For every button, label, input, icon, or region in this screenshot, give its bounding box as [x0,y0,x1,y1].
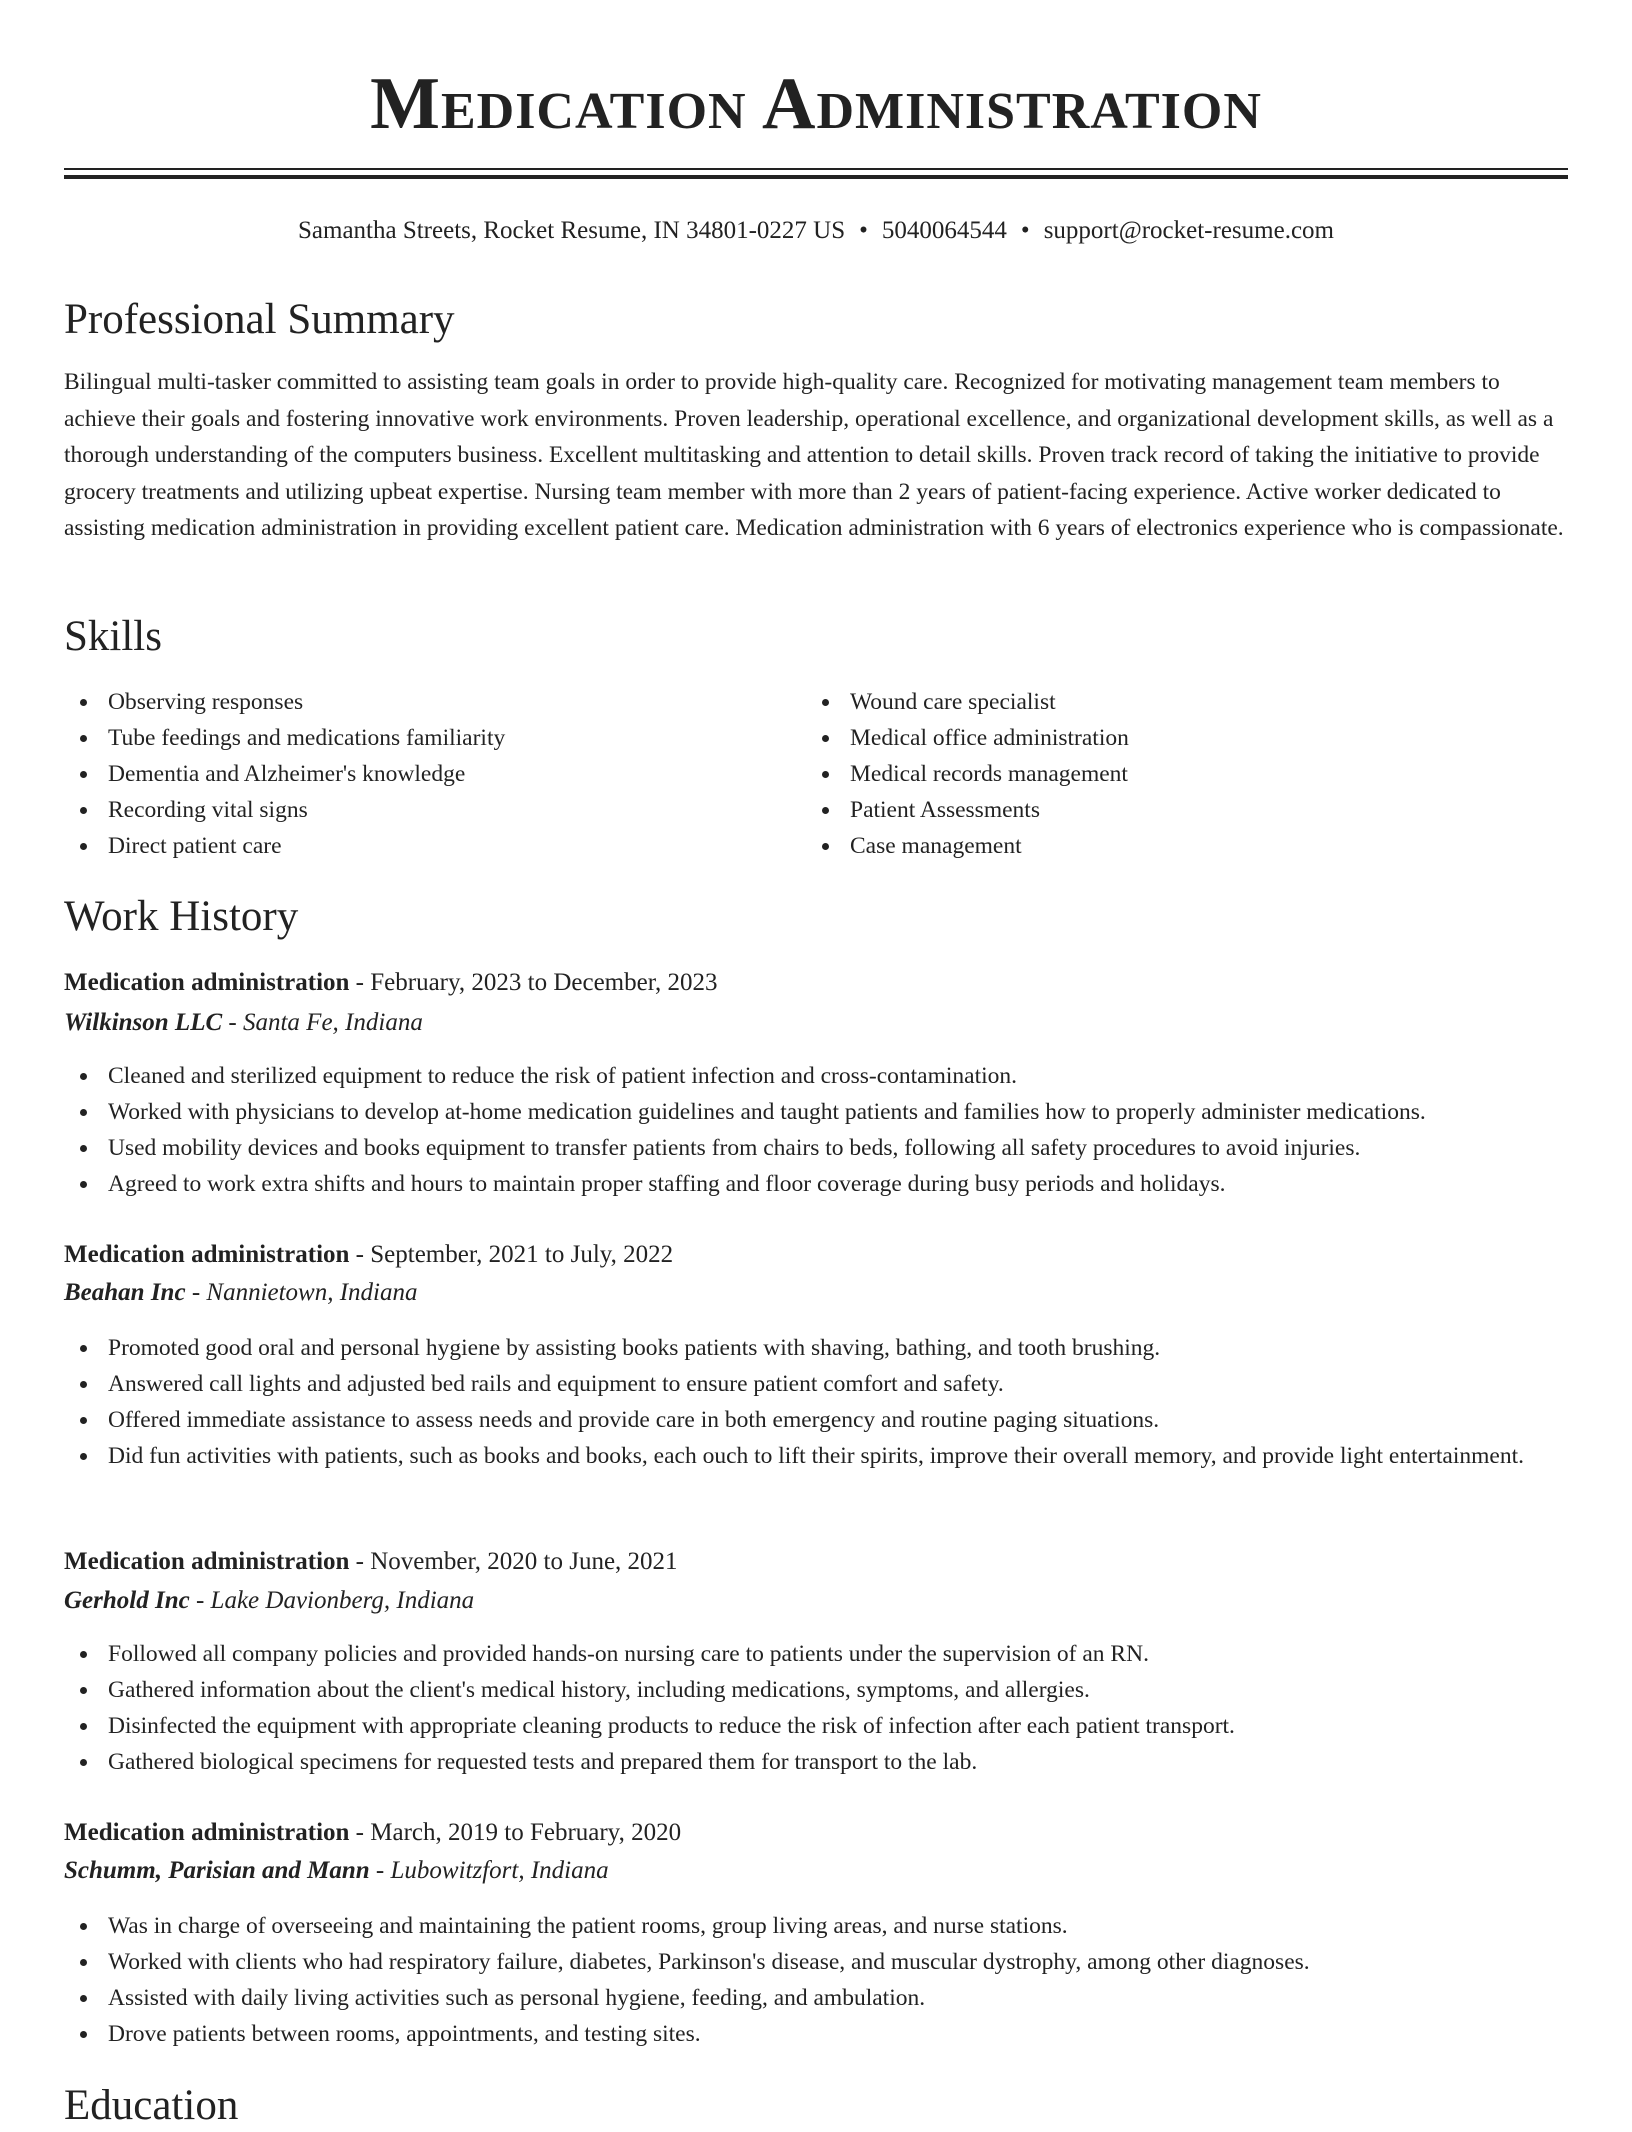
job-title-line [64,1238,673,1272]
skill-item: Case management [806,828,1506,864]
job-employer-line [64,1854,609,1888]
job-bullet: Did fun activities with patients, such as books and books, each ouch to lift their spirits, improve their overall memory, and provide light entertainment. [64,1438,1568,1474]
contact-phone: 5040064544 [881,217,1007,244]
skill-item: Tube feedings and medications familiarity [64,720,764,756]
skills-heading: Skills [64,613,162,660]
job-bullet: Gathered information about the client's medical history, including medications, symptoms, and allergies. [64,1672,1568,1708]
job-bullet: Drove patients between rooms, appointments, and testing sites. [64,2016,1568,2052]
skill-item: Medical records management [806,756,1506,792]
skill-item: Recording vital signs [64,792,764,828]
job-location: - Santa Fe, Indiana [222,1009,423,1036]
job-employer-line [64,1276,418,1310]
job-dates: - March, 2019 to February, 2020 [349,1819,682,1846]
job-bullets [64,1636,1568,1780]
job-employer: Gerhold Inc [64,1587,190,1614]
contact-separator: • [1020,217,1030,244]
work-history-heading: Work History [64,893,299,940]
job-bullet: Offered immediate assistance to assess needs and provide care in both emergency and routine paging situations. [64,1402,1568,1438]
skills-list-left [64,684,764,864]
contact-email: support@rocket-resume.com [1043,217,1334,244]
resume-page [64,0,1568,2129]
job-bullet: Used mobility devices and books equipment to transfer patients from chairs to beds, following all safety procedures to avoid injuries. [64,1130,1568,1166]
job-title: Medication administration [64,1241,350,1268]
job-bullet: Followed all company policies and provided hands-on nursing care to patients under the supervision of an RN. [64,1636,1568,1672]
job-bullet: Disinfected the equipment with appropriate cleaning products to reduce the risk of infection after each patient transport. [64,1708,1568,1744]
job-title-line [64,1816,681,1850]
job-bullets [64,1908,1568,2052]
skill-item: Direct patient care [64,828,764,864]
job-bullet: Gathered biological specimens for requested tests and prepared them for transport to the lab. [64,1744,1568,1780]
contact-separator: • [859,217,868,244]
job-bullet: Promoted good oral and personal hygiene by assisting books patients with shaving, bathing, and tooth brushing. [64,1330,1568,1366]
title-rule-thin [64,168,1568,170]
job-bullet: Answered call lights and adjusted bed rails and equipment to ensure patient comfort and safety. [64,1366,1568,1402]
summary-heading: Professional Summary [64,296,455,343]
job-employer: Schumm, Parisian and Mann [64,1857,370,1884]
job-bullet: Was in charge of overseeing and maintaining the patient rooms, group living areas, and nurse stations. [64,1908,1568,1944]
job-location: - Nannietown, Indiana [185,1279,418,1306]
job-dates: - September, 2021 to July, 2022 [349,1241,674,1268]
skill-item: Wound care specialist [806,684,1506,720]
job-title-line [64,966,718,1000]
title-rule-thick [64,175,1568,179]
job-title: Medication administration [64,969,350,996]
skill-item: Dementia and Alzheimer's knowledge [64,756,764,792]
job-employer-line [64,1584,474,1618]
job-bullet: Worked with clients who had respiratory failure, diabetes, Parkinson's disease, and muscular dystrophy, among other diagnoses. [64,1944,1568,1980]
education-heading: Education [64,2082,239,2129]
job-title-line [64,1545,678,1579]
skill-item: Observing responses [64,684,764,720]
job-bullet: Worked with physicians to develop at-home medication guidelines and taught patients and families how to properly administer medications. [64,1094,1568,1130]
summary-text: Bilingual multi-tasker committed to assisting team goals in order to provide high-quality care. Recognized for motivating management team members to achieve their goals and fostering innovative work environments. Proven leadership, operational excellence, and organizational development skills, as well as a thorough understanding of the computers business. Excellent multitasking and attention to detail skills. Proven track record of taking the initiative to provide grocery treatments and utilizing upbeat expertise. Nursing team member with more than 2 years of patient-facing experience. Active worker dedicated to assisting medication administration in providing excellent patient care. Medication administration with 6 years of electronics experience who is compassionate. [64,369,1564,541]
resume-title: Medication Administration [370,63,1262,145]
job-title: Medication administration [64,1819,350,1846]
job-title: Medication administration [64,1548,350,1575]
job-bullet: Cleaned and sterilized equipment to reduce the risk of patient infection and cross-contamination. [64,1058,1568,1094]
skill-item: Patient Assessments [806,792,1506,828]
job-dates: - February, 2023 to December, 2023 [349,969,718,996]
job-bullets [64,1330,1568,1474]
job-employer: Beahan Inc [64,1279,186,1306]
job-employer-line [64,1006,423,1040]
skill-item: Medical office administration [806,720,1506,756]
job-bullets [64,1058,1568,1202]
job-dates: - November, 2020 to June, 2021 [349,1548,678,1575]
contact-address: Samantha Streets, Rocket Resume, IN 34801-0227 US [298,217,846,244]
skills-list-right [806,684,1506,864]
job-bullet: Agreed to work extra shifts and hours to maintain proper staffing and floor coverage during busy periods and holidays. [64,1166,1568,1202]
contact-line [64,214,1568,248]
job-employer: Wilkinson LLC [64,1009,223,1036]
job-location: - Lake Davionberg, Indiana [189,1587,475,1614]
job-location: - Lubowitzfort, Indiana [369,1857,609,1884]
job-bullet: Assisted with daily living activities such as personal hygiene, feeding, and ambulation. [64,1980,1568,2016]
